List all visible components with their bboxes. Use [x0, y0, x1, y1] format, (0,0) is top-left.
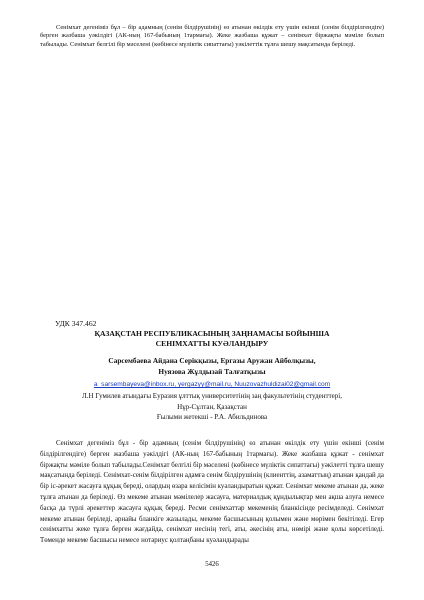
udk-code: УДК 347.462: [55, 319, 97, 328]
body-paragraph: Сенімхат дегеніміз бұл - бір адамның (сенім білдірушінің) өз атынан өкілдік ету үшін екінші (сенім білдірілгендіге) берген жазбаша уәкілдігі (АК-ның 167-бабының 1тармағы). Жеке жазбаша құжат - сенімхат біржақты мәміле болып табылады.Сенімхат белгілі бір мәселені (көбінесе мүліктік сипаттағы) уәкілетті тұлға шешу мақсатында беріледі. Сенімхат-сенім білдірілген адамға сенім білдірушінің (клиенттің, азаматтың) атынан қандай да бір іс-әрекет жасауға құқық береді, олардың өзара келісімін куәландыратын құжат. Сенімхат мекеме атынан да, жеке тұлға атынан да беріледі. Өз мекеме атынан мәмілелер жасауға, материалдық құндылықтар мен ақша алуға немесе басқа да түрлі әрекеттер жасауға құқық береді. Ресми сенімхаттар мекеменің бланкісінде ресімделеді. Сенімхат мекеме атынан беріледі, арнайы бланкіге жазылады, мекеме басшысының қолымен және мөрімен бекітіледі. Егер сенімхатты жеке тұлға берген жағдайда, сенімхат иесінің тегі, аты, әкесінің аты, нөмірі және қолы көрсетіледі. Төменде мекеме басшысы немесе нотариус қолтаңбаны куәландырады: [40, 440, 384, 545]
authors-line: Нуязова Жұлдызай Талғатқызы: [158, 366, 266, 376]
page-number: 5426: [205, 561, 219, 568]
supervisor-line: Ғылыми жетекші - Р.А. Абильдинова: [156, 413, 268, 421]
article-title: [40, 329, 384, 349]
authors: [40, 356, 384, 377]
affiliation-line: Л.Н Гумилев атындағы Еуразия ұлттық университетінің заң факультетінің студенттері,: [82, 392, 342, 400]
affiliation: [40, 391, 384, 423]
authors-line: Сарсембаева Айдана Серікқызы, Ергазы Аружан Айболқызы,: [108, 356, 316, 365]
header-paragraph: Сенімхат дегеніміз бұл – бір адамның (сенім білдірушінің) өз атынан өкілдік ету үшін екінші (сенім білдірілгендіге) берген жазбаша уәкілдігі (АК-ның 167-бабының 1тармағы). Жеке жазбаша құжат – сенімхат біржақты мәміле болып табылады. Сенімхат белгілі бір мәселені (көбінесе мүліктік сипаттағы) уәкілеттік тұлға шешу мақсатында беріледі.: [40, 24, 384, 48]
header-text-block: [40, 24, 384, 49]
author-emails-link[interactable]: a_sarsembayeva@inbox.ru, yergazyy@mail.ru, Nuuzovazhuldizai02@gmail.com: [93, 381, 331, 388]
affiliation-line: Нұр-Сұлтан, Қазақстан: [177, 402, 247, 411]
title-line: ҚАЗАҚСТАН РЕСПУБЛИКАСЫНЫҢ ЗАҢНАМАСЫ БОЙЫНША: [94, 329, 330, 338]
title-line: СЕНІМХАТТЫ КУӘЛАНДЫРУ: [155, 339, 269, 348]
